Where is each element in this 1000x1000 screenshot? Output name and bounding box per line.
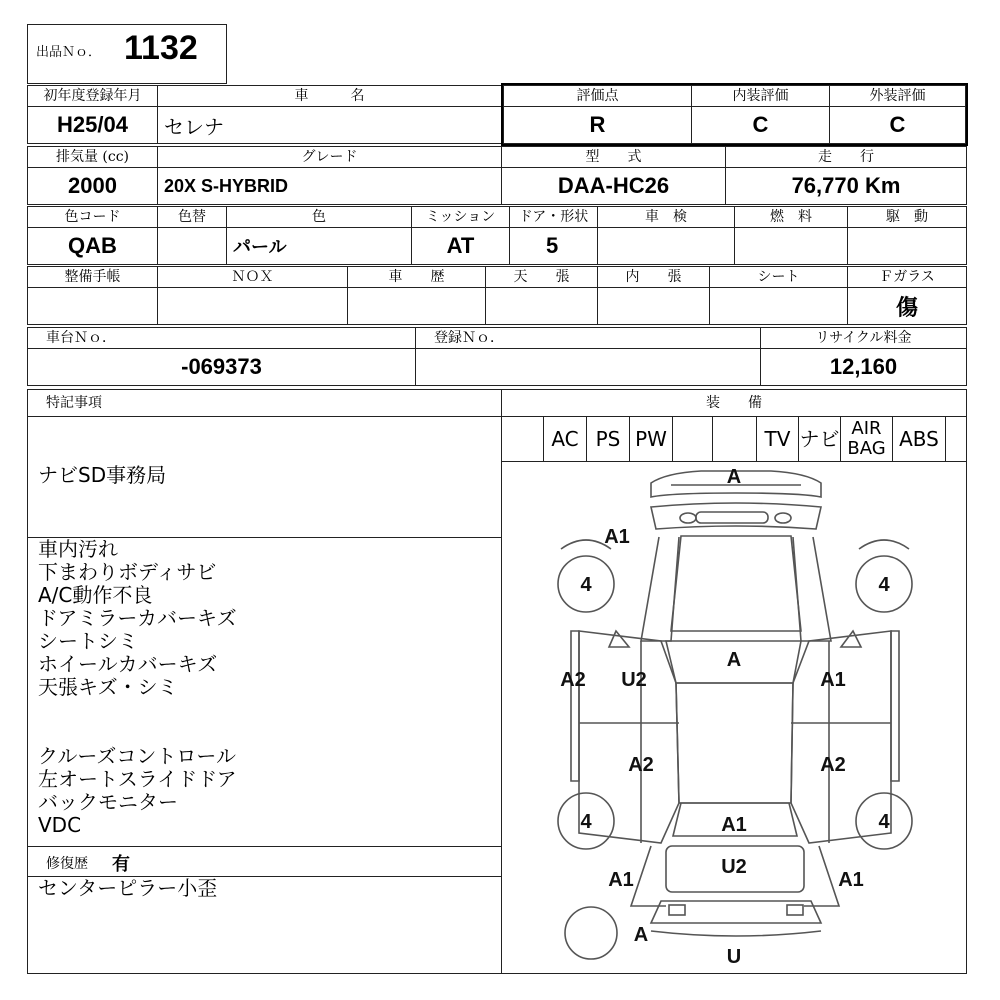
mark-back-door: U2 <box>721 856 747 878</box>
lot-box <box>27 24 227 84</box>
mark-rear-bumper: U <box>726 946 742 968</box>
grade-value: 20X S-HYBRID <box>157 167 502 205</box>
door-label: ドア・形状 <box>509 206 598 228</box>
equipment-item-2: PS <box>586 416 630 462</box>
fglass-value: 傷 <box>847 287 967 325</box>
remarks-middle-box <box>27 537 502 847</box>
car-diagram <box>501 461 967 974</box>
mark-left-front-door: U2 <box>621 669 647 691</box>
recycle-value: 12,160 <box>760 348 967 386</box>
exterior-value: C <box>829 106 966 144</box>
repaint-value <box>157 227 227 265</box>
equipment-item-1: AC <box>543 416 587 462</box>
spare-tire-circle <box>565 907 617 959</box>
history-value <box>347 287 486 325</box>
interior-label: 内装評価 <box>691 85 830 107</box>
exterior-label: 外装評価 <box>829 85 966 107</box>
drive-label: 駆 動 <box>847 206 967 228</box>
car-name-value: セレナ <box>157 106 502 144</box>
mark-roof: A <box>726 649 742 671</box>
color-label: 色 <box>226 206 412 228</box>
hood-outline <box>671 536 801 631</box>
left-body-outline <box>579 631 679 843</box>
lot-label: 出品Ｎｏ． <box>36 45 102 60</box>
color-value: パール <box>226 227 412 265</box>
lot-number: 1132 <box>124 29 198 67</box>
mark-hood-left: A1 <box>604 526 630 548</box>
equipment-item-8: AIR BAG <box>840 416 893 462</box>
car-name-label: 車 名 <box>157 85 502 107</box>
mission-value: AT <box>411 227 510 265</box>
color-code-value: QAB <box>27 227 158 265</box>
seat-value <box>709 287 848 325</box>
model-label: 型 式 <box>501 146 726 168</box>
equipment-item-5 <box>712 416 757 462</box>
interior-value: C <box>691 106 830 144</box>
repair-note-box <box>27 876 502 974</box>
nox-value <box>157 287 348 325</box>
equipment-item-4 <box>672 416 713 462</box>
history-label: 車 歴 <box>347 266 486 288</box>
model-value: DAA-HC26 <box>501 167 726 205</box>
mark-wheel-front-left: 4 <box>580 574 592 596</box>
mark-wheel-rear-right: 4 <box>878 811 890 833</box>
chassis-value: -069373 <box>27 348 416 386</box>
drive-value <box>847 227 967 265</box>
reg-date-label: 初年度登録年月 <box>27 85 158 107</box>
remarks-top-box <box>27 416 502 538</box>
roof-outline <box>676 683 793 803</box>
equipment-item-3: PW <box>629 416 673 462</box>
mark-left-front-fender: A2 <box>560 669 586 691</box>
inspection-label: 車 検 <box>597 206 735 228</box>
right-body-outline <box>791 631 891 843</box>
score-label: 評価点 <box>503 85 692 107</box>
equipment-item-9: ABS <box>892 416 946 462</box>
interior-trim-value <box>597 287 710 325</box>
ceiling-label: 天 張 <box>485 266 598 288</box>
fglass-label: Ｆガラス <box>847 266 967 288</box>
repair-history-label: 修復歴 <box>46 856 88 872</box>
displacement-value: 2000 <box>27 167 158 205</box>
chassis-label: 車台Ｎｏ． <box>27 327 416 349</box>
remarks-top-text: ナビSD事務局 <box>38 463 167 487</box>
seat-label: シート <box>709 266 848 288</box>
reg-date-value: H25/04 <box>27 106 158 144</box>
maintenance-value <box>27 287 158 325</box>
mark-rear-quarter-left: A1 <box>608 869 634 891</box>
mark-left-slide-door: A2 <box>628 754 654 776</box>
remarks-label: 特記事項 <box>27 389 502 417</box>
mileage-label: 走 行 <box>725 146 967 168</box>
mark-rear-roof: A1 <box>721 814 747 836</box>
equipment-item-0 <box>501 416 544 462</box>
nox-label: ＮＯＸ <box>157 266 348 288</box>
maintenance-label: 整備手帳 <box>27 266 158 288</box>
remarks-middle-text: 車内汚れ 下まわりボディサビ A/C動作不良 ドアミラーカバーキズ シートシミ ホイールカバーキズ 天張キズ・シミ クルーズコントロール 左オートスライドドア バックモニター VDC <box>38 537 237 837</box>
repair-history-value: 有 <box>112 854 130 875</box>
interior-trim-label: 内 張 <box>597 266 710 288</box>
mark-right-front-fender: A1 <box>820 669 846 691</box>
mark-rear-bumper-left: A <box>633 924 649 946</box>
color-code-label: 色コード <box>27 206 158 228</box>
displacement-label: 排気量 (cc) <box>27 146 158 168</box>
door-value: 5 <box>509 227 598 265</box>
mark-front-bumper: A <box>726 466 742 488</box>
equipment-label: 装 備 <box>501 389 967 417</box>
grille-outline <box>651 503 821 529</box>
recycle-label: リサイクル料金 <box>760 327 967 349</box>
repair-history-row <box>27 846 502 877</box>
inspection-value <box>597 227 735 265</box>
mark-rear-quarter-right: A1 <box>838 869 864 891</box>
mileage-value: 76,770 Km <box>725 167 967 205</box>
equipment-item-7: ナビ <box>798 416 841 462</box>
fuel-value <box>734 227 848 265</box>
repair-note-text: センターピラー小歪 <box>38 876 218 900</box>
fuel-label: 燃 料 <box>734 206 848 228</box>
grade-label: グレード <box>157 146 502 168</box>
repaint-label: 色替 <box>157 206 227 228</box>
ceiling-value <box>485 287 598 325</box>
mark-wheel-rear-left: 4 <box>580 811 592 833</box>
registration-label: 登録Ｎｏ． <box>415 327 761 349</box>
registration-value <box>415 348 761 386</box>
mission-label: ミッション <box>411 206 510 228</box>
score-value: R <box>503 106 692 144</box>
equipment-item-6: TV <box>756 416 799 462</box>
mark-right-slide-door: A2 <box>820 754 846 776</box>
mark-wheel-front-right: 4 <box>878 574 890 596</box>
